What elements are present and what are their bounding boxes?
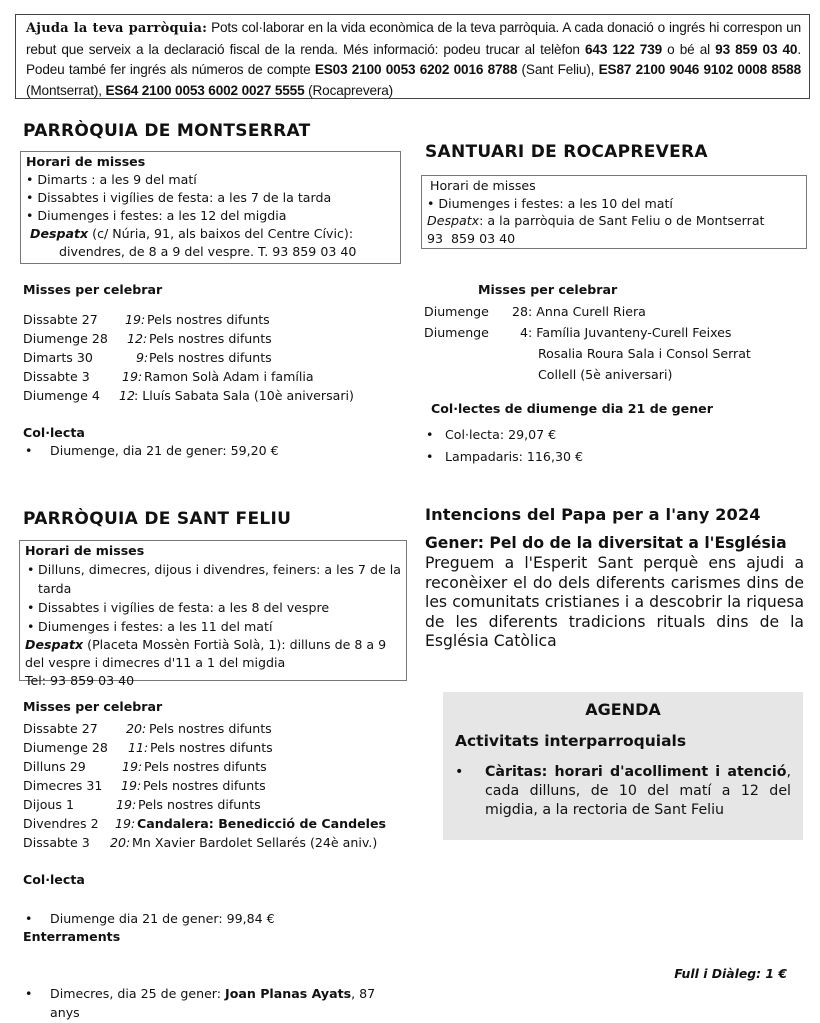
santfeliu-schedule-box: [19, 540, 407, 688]
papa-text: Preguem a l'Esperit Sant perquè ens ajudi a reconèixer el do dels diferents carismes dins de les comunitats cristianes i a descobrir la riquesa de les diferents tradicions rituals dins de la Església Catòlica: [425, 554, 804, 651]
schedule-item: • Diumenges i festes: a les 12 del migdia: [26, 208, 287, 223]
rocaprevera-collectes-list: [424, 424, 804, 468]
montserrat-collecta-title: Col·lecta: [23, 425, 85, 440]
donation-phone-1: 643 122 739: [585, 41, 663, 57]
mass-row: Collell (5è aniversari): [538, 367, 673, 382]
mass-row: Dissabte 27 20: Pels nostres difunts: [23, 721, 272, 736]
schedule-title: Horari de misses: [25, 543, 145, 558]
santfeliu-masses-list: [23, 719, 408, 852]
schedule-title: Horari de misses: [26, 154, 146, 169]
enterrament-item: • Dimecres, dia 25 de gener: Joan Planas Ayats, 87 anys: [23, 984, 408, 1022]
enterraments-title: Enterraments: [23, 929, 121, 944]
account-rocaprevera: ES64 2100 0053 6002 0027 5555: [105, 82, 305, 98]
agenda-item: • Càritas: horari d'acolliment i atenció, cada dilluns, de 10 del matí a 12 del migdia, a la rectoria de Sant Feliu: [455, 763, 791, 820]
mass-row: Dimarts 30 9: Pels nostres difunts: [23, 350, 272, 365]
price-note: Full i Diàleg: 1 €: [674, 966, 787, 981]
mass-row: Dissabte 3 19: Ramon Solà Adam i família: [23, 369, 314, 384]
despatx-line: Despatx (c/ Núria, 91, als baixos del Centre Cívic):: [30, 226, 354, 241]
agenda-box: [443, 692, 803, 840]
schedule-item: • Dissabtes i vigílies de festa: a les 8 del vespre: [25, 598, 401, 617]
montserrat-masses-title: Misses per celebrar: [23, 282, 163, 297]
collecta-item: • Diumenge dia 21 de gener: 99,84 €: [23, 909, 403, 928]
despatx-phone: Tel: 93 859 03 40: [25, 673, 135, 688]
mass-row: Dimecres 31 19: Pels nostres difunts: [23, 778, 266, 793]
rocaprevera-schedule-box: [421, 175, 807, 249]
agenda-subtitle: Activitats interparroquials: [455, 732, 687, 750]
collecta-item: • Lampadaris: 116,30 €: [424, 446, 804, 468]
despatx-hours: divendres, de 8 a 9 del vespre. T. 93 859 03 40: [59, 244, 357, 259]
donation-phone-2: 93 859 03 40: [715, 41, 798, 57]
mass-row: Dijous 1 19: Pels nostres difunts: [23, 797, 261, 812]
mass-row: Dilluns 29 19: Pels nostres difunts: [23, 759, 267, 774]
schedule-item: • Dissabtes i vigílies de festa: a les 7 de la tarda: [26, 190, 332, 205]
account-sant-feliu: ES03 2100 0053 6202 0016 8788: [314, 62, 518, 77]
mass-row: Diumenge 28 12: Pels nostres difunts: [23, 331, 272, 346]
montserrat-title: PARRÒQUIA DE MONTSERRAT: [23, 121, 311, 141]
account-montserrat: ES87 2100 9046 9102 0008 8588: [598, 62, 801, 77]
collecta-item: • Diumenge, dia 21 de gener: 59,20 €: [23, 441, 403, 460]
santfeliu-title: PARRÒQUIA DE SANT FELIU: [23, 509, 292, 529]
santfeliu-masses-title: Misses per celebrar: [23, 699, 163, 714]
papa-title: Intencions del Papa per a l'any 2024: [425, 505, 761, 524]
mass-row: Diumenge 28 11: Pels nostres difunts: [23, 740, 273, 755]
despatx-line: Despatx (Placeta Mossèn Fortià Solà, 1): dilluns de 8 a 9 del vespre i dimecres d'11 a 1 del migdia: [25, 637, 387, 670]
rocaprevera-title: SANTUARI DE ROCAPREVERA: [425, 142, 708, 162]
schedule-item: • Diumenges i festes: a les 10 del matí: [427, 195, 673, 211]
montserrat-schedule-box: [20, 151, 401, 264]
despatx-line: Despatx: a la parròquia de Sant Feliu o de Montserrat: [427, 213, 765, 228]
donation-lead: Ajuda la teva parròquia:: [26, 21, 208, 36]
mass-row: Diumenge 4 12 : Lluís Sabata Sala (10è aniversari): [23, 388, 354, 403]
schedule-item: • Diumenges i festes: a les 11 del matí: [25, 617, 401, 636]
montserrat-masses-list: [23, 310, 403, 405]
schedule-item: • Dilluns, dimecres, dijous i divendres, feiners: a les 7 de la tarda: [25, 560, 401, 598]
rocaprevera-masses-title: Misses per celebrar: [478, 282, 618, 297]
schedule-item: • Dimarts : a les 9 del matí: [26, 172, 197, 187]
mass-row: Diumenge 28: Anna Curell Riera: [424, 304, 646, 319]
mass-row: Divendres 2 19: Candalera: Benedicció de Candeles: [23, 816, 387, 831]
schedule-title: Horari de misses: [430, 178, 536, 193]
rocaprevera-collectes-title: Col·lectes de diumenge dia 21 de gener: [431, 401, 713, 416]
mass-row: Diumenge 4: Família Juvanteny-Curell Feixes: [424, 325, 732, 340]
papa-subtitle: Gener: Pel do de la diversitat a l'Església: [425, 534, 787, 552]
collecta-item: • Col·lecta: 29,07 €: [424, 424, 804, 446]
mass-row: Dissabte 27 19: Pels nostres difunts: [23, 312, 270, 327]
mass-row: Rosalia Roura Sala i Consol Serrat: [538, 346, 751, 361]
agenda-title: AGENDA: [585, 700, 661, 719]
santfeliu-collecta-title: Col·lecta: [23, 872, 85, 887]
donation-notice: Ajuda la teva parròquia: Pots col·laborar en la vida econòmica de la teva parròquia. A cada donació o ingrés hi correspon un rebut que serveix a la declaració fiscal de la renda. Més informació: podeu trucar al telèfon 643 122 739 o bé al 93 859 03 40. Podeu també fer ingrés als números de compte ES03 2100 0053 6202 0016 8788 (Sant Feliu), ES87 2100 9046 9102 0008 8588 (Montserrat), ES64 2100 0053 6002 0027 5555 (Rocaprevera): [15, 14, 810, 99]
despatx-phone: 93 859 03 40: [427, 230, 516, 246]
mass-row: Dissabte 3 20: Mn Xavier Bardolet Sellarés (24è aniv.): [23, 835, 378, 850]
rocaprevera-masses-list: [424, 301, 804, 385]
